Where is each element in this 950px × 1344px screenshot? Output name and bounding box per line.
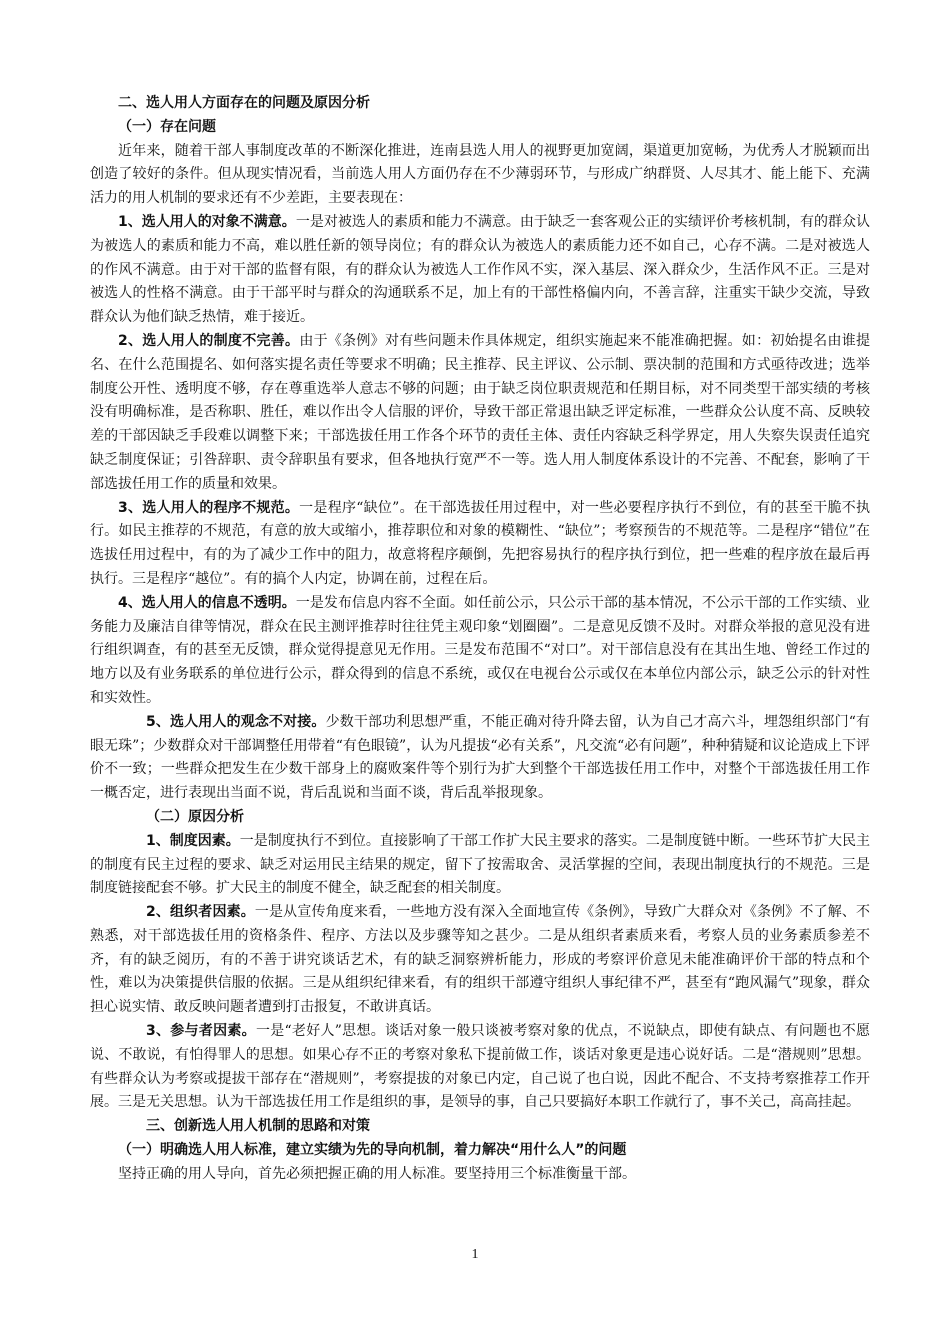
body-paragraph: 坚持正确的用人导向，首先必须把握正确的用人标准。要坚持用三个标准衡量干部。 [118, 1165, 636, 1182]
subsection-heading: （一）存在问题 [118, 118, 216, 135]
intro-paragraph: 近年来，随着干部人事制度改革的不断深化推进，连南县选人用人的视野更加宽阔，渠道更加宽畅，为优秀人才脱颖而出创造了较好的条件。但从现实情况看，当前选人用人方面仍存在不少薄弱环节，与形成广纳群贤、人尽其才、能上能下、充满活力的用人机制的要求还有不少差距，主要表现在： [90, 142, 870, 207]
document-page [90, 92, 870, 1187]
subsection-heading: （二）原因分析 [146, 808, 244, 825]
paragraph-lead: 5、选人用人的观念不对接。 [146, 713, 326, 730]
paragraph-text: 一是制度执行不到位。直接影响了干部工作扩大民主要求的落实。二是制度链中断。一些环节扩大民主的制度有民主过程的要求、缺乏对运用民主结果的规定，留下了按需取舍、灵活掌握的空间，表现出制度执行的不规范。三是制度链接配套不够。扩大民主的制度不健全，缺乏配套的相关制度。 [90, 832, 870, 897]
section-heading: 三、创新选人用人机制的思路和对策 [146, 1118, 370, 1135]
section-heading: 二、选人用人方面存在的问题及原因分析 [118, 95, 370, 111]
problem-paragraph [90, 497, 870, 592]
problem-paragraph [90, 211, 870, 330]
paragraph-text: 一是发布信息内容不全面。如任前公示，只公示干部的基本情况，不公示干部的工作实绩、业务能力及廉洁自律等情况，群众在民主测评推荐时往往凭主观印象“划圈圈”。二是意见反馈不及时。对群众举报的意见没有进行组织调查，有的甚至无反馈，群众觉得提意见无作用。三是发布范围不“对口”。对干部信息没有在其出生地、曾经工作过的地方以及有业务联系的单位进行公示，群众得到的信息不系统，或仅在电视台公示或仅在本单位内部公示，缺乏公示的针对性和实效性。 [90, 594, 870, 706]
cause-paragraph [90, 901, 870, 1020]
page-number: 1 [471, 1247, 479, 1262]
cause-paragraph [90, 1020, 870, 1115]
paragraph-lead: 2、组织者因素。 [146, 904, 255, 921]
problem-paragraph [90, 711, 870, 806]
paragraph-text: 少数干部功利思想严重，不能正确对待升降去留，认为自己才高六斗，埋怨组织部门“有眼无珠”；少数群众对干部调整任用带着“有色眼镜”，认为凡提拔“必有关系”，凡交流“必有问题”，种种猜疑和议论造成上下评价不一致；一些群众把发生在少数干部身上的腐败案件等个别行为扩大到整个干部选拔任用工作中，对整个干部选拔任用工作一概否定，进行表现出当面不说，背后乱说和当面不谈，背后乱举报现象。 [90, 713, 871, 802]
problem-paragraph [90, 330, 870, 497]
paragraph-text: 一是对被选人的素质和能力不满意。由于缺乏一套客观公正的实绩评价考核机制，有的群众认为被选人的素质和能力不高，难以胜任新的领导岗位；有的群众认为被选人的素质能力还不如自己，心存不满。二是对被选人的作风不满意。由于对干部的监督有限，有的群众认为被选人工作作风不实，深入基层、深入群众少，生活作风不正。三是对被选人的性格不满意。由于干部平时与群众的沟通联系不足，加上有的干部性格偏内向，不善言辞，注重实干缺少交流，导致群众认为他们缺乏热情，难于接近。 [90, 213, 870, 326]
paragraph-lead: 4、选人用人的信息不透明。 [118, 594, 296, 611]
paragraph-lead: 3、选人用人的程序不规范。 [118, 499, 300, 516]
paragraph-lead: 2、选人用人的制度不完善。 [118, 332, 300, 349]
paragraph-lead: 1、制度因素。 [146, 832, 240, 849]
paragraph-text: 一是从宣传角度来看，一些地方没有深入全面地宣传《条例》，导致广大群众对《条例》不了解、不熟悉，对干部选拔任用的资格条件、程序、方法以及步骤等知之甚少。二是从组织者素质来看，考察人员的业务素质参差不齐，有的缺乏阅历，有的不善于讲究谈话艺术，有的缺乏洞察辨析能力，形成的考察评价意见未能准确评价干部的特点和个性，难以为决策提供信服的依据。三是从组织纪律来看，有的组织干部遵守组织人事纪律不严，甚至有“跑风漏气”现象，群众担心说实情、敢反映问题者遭到打击报复，不敢讲真话。 [90, 904, 871, 1016]
problem-paragraph [90, 592, 870, 711]
cause-paragraph [90, 830, 870, 901]
subsection-heading: （一）明确选人用人标准，建立实绩为先的导向机制，着力解决“用什么人”的问题 [118, 1142, 627, 1159]
paragraph-lead: 1、选人用人的对象不满意。 [118, 213, 296, 230]
paragraph-text: 由于《条例》对有些问题未作具体规定，组织实施起来不能准确把握。如：初始提名由谁提名、在什么范围提名、如何落实提名责任等要求不明确；民主推荐、民主评议、公示制、票决制的范围和方式亟待改进；选举制度公开性、透明度不够，存在尊重选举人意志不够的问题；由于缺乏岗位职责规范和任期目标，对不同类型干部实绩的考核没有明确标准，是否称职、胜任，难以作出令人信服的评价，导致干部正常退出缺乏评定标准，一些群众公认度不高、反映较差的干部因缺乏手段难以调整下来；干部选拔任用工作各个环节的责任主体、责任内容缺乏科学界定，用人失察失误责任追究缺乏制度保证；引咎辞职、责令辞职虽有要求，但各地执行宽严不一等。选人用人制度体系设计的不完善、不配套，影响了干部选拔任用工作的质量和效果。 [90, 332, 870, 492]
paragraph-text: 一是“老好人”思想。谈话对象一般只谈被考察对象的优点，不说缺点，即使有缺点、有问题也不愿说、不敢说，有怕得罪人的思想。如果心存不正的考察对象私下提前做工作，谈话对象更是违心说好话。二是“潜规则”思想。有些群众认为考察或提拔干部存在“潜规则”，考察提拔的对象已内定，自己说了也白说，因此不配合、不支持考察推荐工作开展。三是无关思想。认为干部选拔任用工作是组织的事，是领导的事，自己只要搞好本职工作就行了，事不关己，高高挂起。 [90, 1023, 871, 1111]
paragraph-lead: 3、参与者因素。 [146, 1023, 256, 1040]
paragraph-text: 一是程序“缺位”。在干部选拔任用过程中，对一些必要程序执行不到位，有的甚至干脆不执行。如民主推荐的不规范，有意的放大或缩小，推荐职位和对象的模糊性、“缺位”；考察预告的不规范等。二是程序“错位”在选拔任用过程中，有的为了减少工作中的阻力，故意将程序颠倒，先把容易执行的程序执行到位，把一些难的程序放在最后再执行。三是程序“越位”。有的搞个人内定，协调在前，过程在后。 [90, 499, 871, 587]
